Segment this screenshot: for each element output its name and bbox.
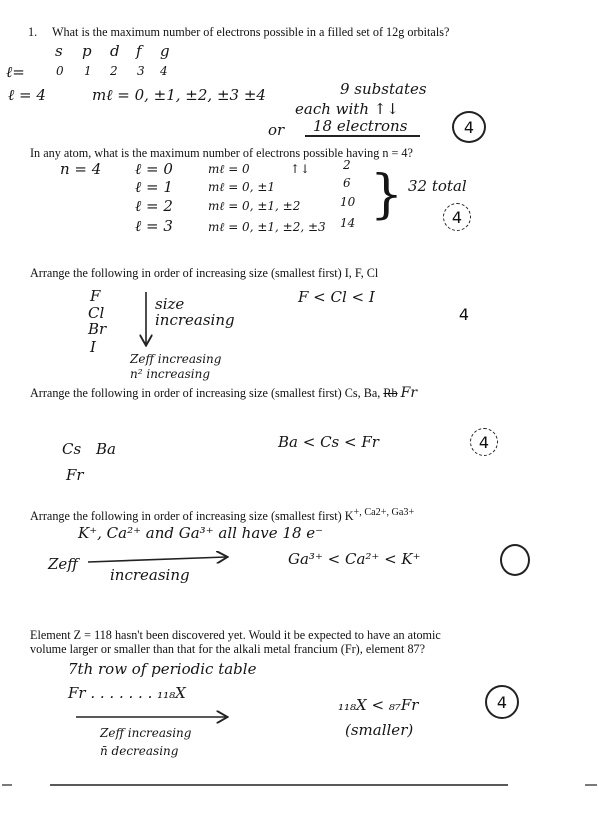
q3-score: 4	[458, 304, 470, 324]
q1-letter-g: g	[160, 42, 170, 60]
q5-answer: Ga³⁺ < Ca²⁺ < K⁺	[288, 550, 421, 568]
q4-struck-rb: Rb	[383, 386, 398, 400]
q3-question: Arrange the following in order of increasing size (smallest first) I, F, Cl	[30, 266, 379, 280]
q2-question: In any atom, what is the maximum number of electrons possible having n = 4?	[30, 146, 413, 160]
q6-line2: volume larger or smaller than that for the alkali metal francium (Fr), element 87?	[30, 642, 426, 656]
q1-l-3: 3	[137, 64, 145, 78]
q1-letter-f: f	[136, 42, 142, 60]
q5-ion-k: +, Ca	[353, 507, 376, 518]
q2-row2-ml: mℓ = 0, ±1, ±2	[208, 199, 301, 213]
q2-row1-l: ℓ = 1	[135, 178, 173, 196]
q2-row3-ml: mℓ = 0, ±1, ±2, ±3	[208, 220, 326, 234]
q3-el-0: F	[90, 287, 101, 305]
q6-row-note: 7th row of periodic table	[68, 660, 257, 678]
q2-row1-ml: mℓ = 0, ±1	[208, 180, 276, 194]
q2-row0-l: ℓ = 0	[135, 160, 173, 178]
q2-brace: }	[370, 165, 404, 225]
q6-smaller: (smaller)	[345, 721, 414, 739]
q5-question-prefix: Arrange the following in order of increasing size (smallest first) K	[30, 509, 354, 524]
q3-arrow-label: size increasing	[155, 295, 235, 329]
q3-n-note: n² increasing	[130, 367, 211, 381]
q6-fr-row: Fr . . . . . . . ₁₁₈X	[68, 684, 186, 702]
q4-score: 4	[470, 428, 498, 456]
q2-row2-l: ℓ = 2	[135, 197, 173, 215]
q6-score: 4	[485, 685, 519, 719]
q2-row2-count: 10	[340, 195, 356, 209]
q1-number: 1.	[28, 25, 38, 39]
q2-row0-spin: ↑↓	[290, 162, 311, 176]
q1-letter-d: d	[110, 42, 120, 60]
q2-row1-count: 6	[343, 176, 351, 190]
q6-line1: Element Z = 118 hasn't been discovered yet. Would it be expected to have an atomic	[30, 628, 441, 642]
q1-l-0: 0	[56, 64, 64, 78]
q3-el-1: Cl	[88, 304, 105, 322]
q4-replacement-fr: Fr	[400, 385, 418, 401]
q5-ion-ga: 3+	[403, 507, 415, 518]
q1-letter-p: p	[82, 42, 92, 60]
q1-letter-s: s	[55, 42, 63, 60]
q5-note: K⁺, Ca²⁺ and Ga³⁺ all have 18 e⁻	[78, 524, 324, 542]
q5-zeff-arrow	[88, 557, 226, 562]
q1-each-with: each with ↑↓	[295, 100, 399, 118]
q5-arrow-label: increasing	[110, 566, 190, 584]
q2-row0-ml: mℓ = 0	[208, 162, 250, 176]
q1-l-1: 1	[84, 64, 92, 78]
q5-ion-ca: 2+, Ga	[375, 507, 404, 518]
q4-el-ba: Ba	[96, 440, 116, 458]
q1-l-2: 2	[110, 64, 118, 78]
q2-row0-count: 2	[343, 158, 351, 172]
q2-score: 4	[443, 203, 471, 231]
q1-answer: 18 electrons	[313, 117, 408, 135]
q1-ml-line: mℓ = 0, ±1, ±2, ±3 ±4	[92, 86, 266, 104]
q4-el-cs: Cs	[62, 440, 82, 458]
q3-el-3: I	[90, 338, 96, 356]
q6-answer: ₁₁₈X < ₈₇Fr	[338, 696, 419, 714]
q1-or: or	[268, 121, 285, 139]
q6-n-note: n̄ decreasing	[100, 744, 179, 758]
q2-total: 32 total	[408, 177, 467, 195]
q3-answer: F < Cl < I	[298, 288, 375, 306]
q1-l-eq: ℓ = 4	[8, 86, 46, 104]
q2-row3-count: 14	[340, 216, 356, 230]
q2-n-label: n = 4	[60, 160, 102, 178]
q3-el-2: Br	[88, 320, 107, 338]
q4-question-prefix: Arrange the following in order of increasing size (smallest first) Cs, Ba,	[30, 386, 381, 400]
q2-row3-l: ℓ = 3	[135, 217, 173, 235]
q4-el-fr: Fr	[66, 466, 84, 484]
q1-l-4: 4	[160, 64, 168, 78]
q4-answer: Ba < Cs < Fr	[278, 433, 379, 451]
q1-question: What is the maximum number of electrons possible in a filled set of 12g orbitals?	[52, 25, 450, 39]
q5-zeff: Zeff	[48, 555, 78, 573]
q3-zeff-note: Zeff increasing	[130, 352, 222, 366]
q1-l-label: ℓ=	[6, 63, 25, 81]
q1-substates: 9 substates	[340, 80, 427, 98]
q1-score: 4	[452, 111, 486, 143]
q6-zeff-note: Zeff increasing	[100, 726, 192, 740]
